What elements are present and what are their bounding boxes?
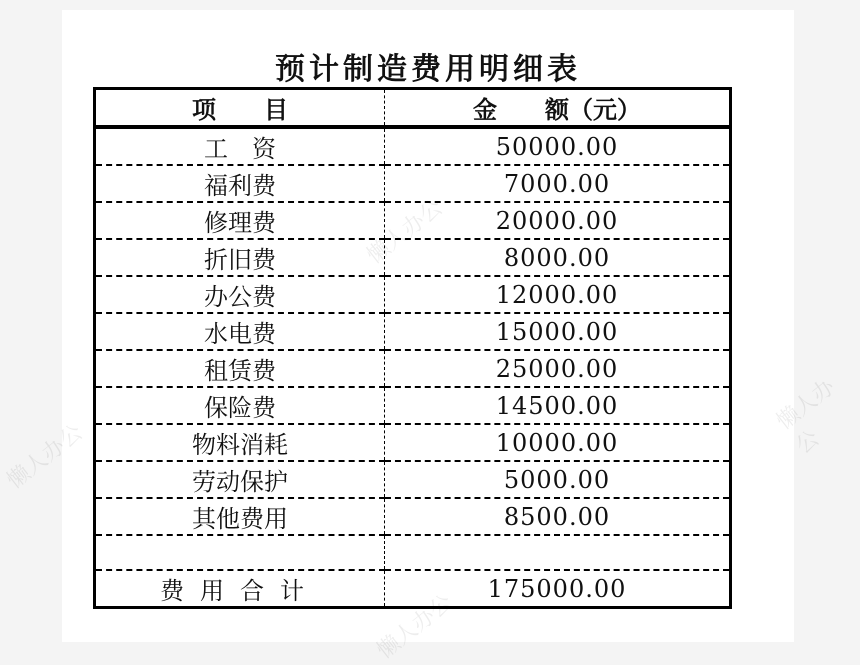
table-row (95, 424, 731, 461)
item-cell: 保险费 (95, 387, 385, 424)
item-cell: 修理费 (95, 202, 385, 239)
total-label: 费用合计 (95, 570, 385, 608)
table-row (95, 387, 731, 424)
item-cell: 工 资 (95, 127, 385, 165)
total-amount: 175000.00 (385, 570, 731, 608)
amount-cell: 10000.00 (385, 424, 731, 461)
item-cell: 租赁费 (95, 350, 385, 387)
table-row (95, 498, 731, 535)
table-row (95, 350, 731, 387)
amount-cell: 8000.00 (385, 239, 731, 276)
item-cell: 办公费 (95, 276, 385, 313)
item-cell: 物料消耗 (95, 424, 385, 461)
cost-table (93, 87, 732, 609)
table-row (95, 313, 731, 350)
amount-column-header: 金 额（元） (385, 89, 731, 128)
table-row (95, 239, 731, 276)
table-row (95, 127, 731, 165)
item-cell: 其他费用 (95, 498, 385, 535)
watermark-logo: 懒人办公 (772, 374, 840, 460)
amount-cell: 8500.00 (385, 498, 731, 535)
table-row-empty (95, 535, 731, 570)
table-row (95, 276, 731, 313)
item-cell: 折旧费 (95, 239, 385, 276)
item-cell: 劳动保护 (95, 461, 385, 498)
item-cell (95, 535, 385, 570)
amount-cell: 50000.00 (385, 127, 731, 165)
table-row (95, 165, 731, 202)
total-row (95, 570, 731, 608)
item-column-header: 项 目 (95, 89, 385, 128)
amount-cell: 25000.00 (385, 350, 731, 387)
document-title: 预计制造费用明细表 (275, 52, 581, 87)
amount-cell: 20000.00 (385, 202, 731, 239)
watermark-logo: 懒人办公 (2, 420, 88, 495)
amount-cell (385, 535, 731, 570)
item-cell: 水电费 (95, 313, 385, 350)
amount-cell: 14500.00 (385, 387, 731, 424)
table-header-row (95, 89, 731, 128)
amount-cell: 12000.00 (385, 276, 731, 313)
amount-cell: 5000.00 (385, 461, 731, 498)
amount-cell: 15000.00 (385, 313, 731, 350)
document-sheet (62, 10, 794, 642)
amount-cell: 7000.00 (385, 165, 731, 202)
table-row (95, 202, 731, 239)
table-row (95, 461, 731, 498)
item-cell: 福利费 (95, 165, 385, 202)
